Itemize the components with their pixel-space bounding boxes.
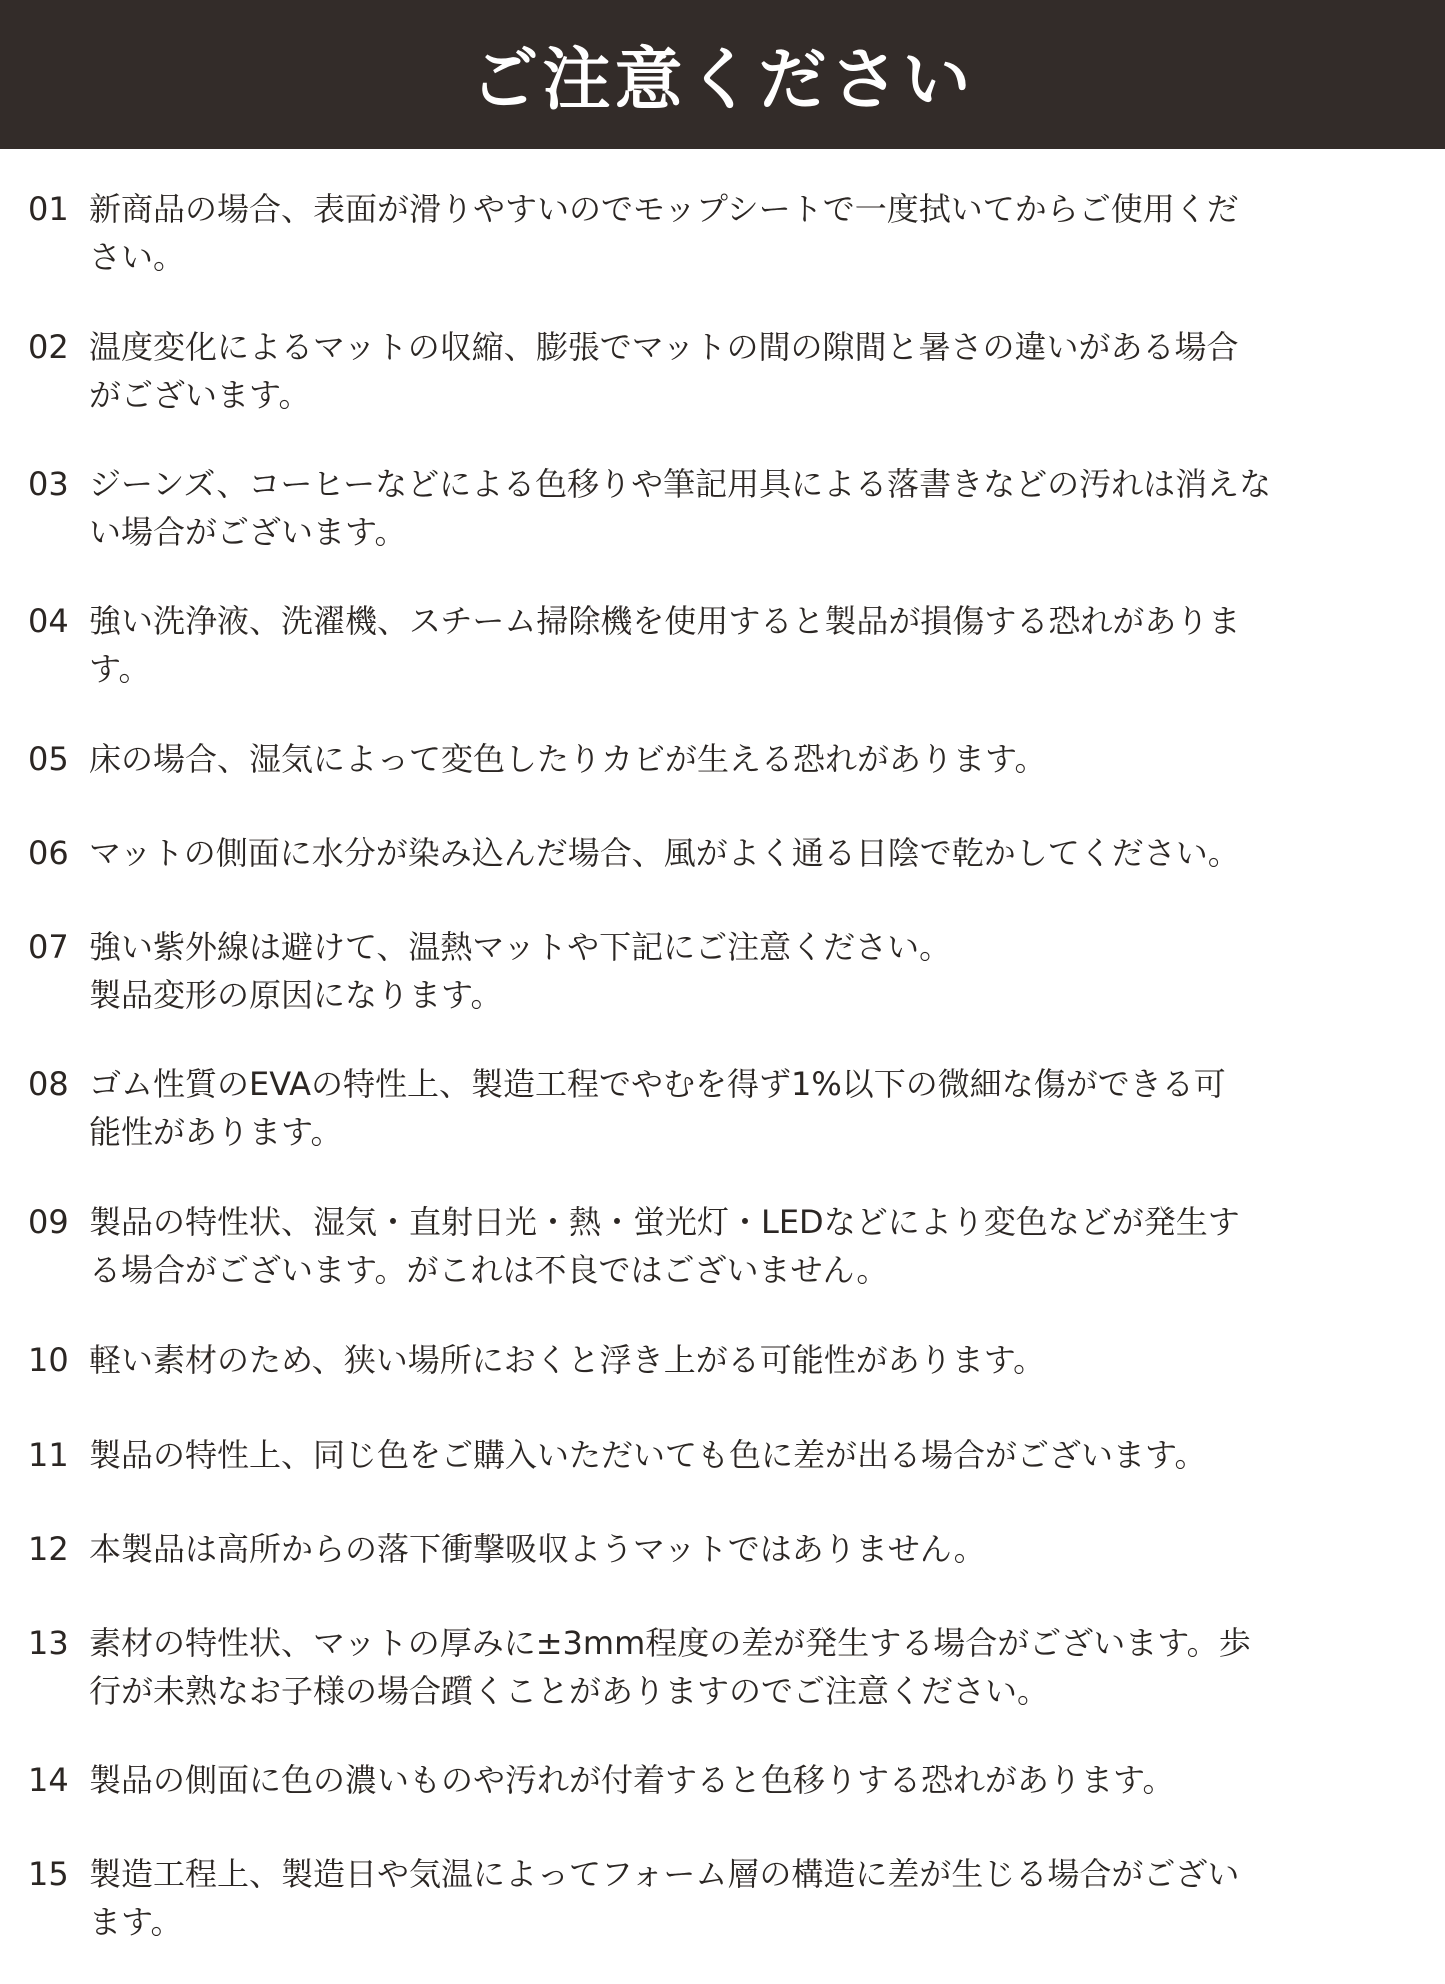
item-text: 製品の特性状、湿気・直射日光・熱・蛍光灯・LEDなどにより変色などが発生す る場合がございます。がこれは不良ではございません。 xyxy=(89,1203,1240,1289)
list-item xyxy=(28,1060,1423,1156)
item-text: 新商品の場合、表面が滑りやすいのでモップシートで一度拭いてからご使用くだ さい。 xyxy=(89,190,1239,276)
list-item xyxy=(28,1336,1423,1384)
item-number: 05 xyxy=(28,740,69,778)
page-title: ご注意ください xyxy=(470,41,975,120)
item-number: 03 xyxy=(28,465,69,503)
item-text: ゴム性質のEVAの特性上、製造工程でやむを得ず1%以下の微細な傷ができる可 能性があります。 xyxy=(89,1065,1226,1151)
item-text: 強い洗浄液、洗濯機、スチーム掃除機を使用すると製品が損傷する恐れがありま す。 xyxy=(89,602,1241,688)
list-item xyxy=(28,185,1423,281)
item-text: 製造工程上、製造日や気温によってフォーム層の構造に差が生じる場合がござい ます。 xyxy=(89,1855,1240,1941)
item-number: 02 xyxy=(28,328,69,366)
list-item xyxy=(28,1198,1423,1294)
item-number: 13 xyxy=(28,1624,69,1662)
list-item xyxy=(28,829,1423,877)
notice-header xyxy=(0,0,1445,149)
item-number: 14 xyxy=(28,1761,69,1799)
list-item xyxy=(28,735,1423,783)
list-item xyxy=(28,1525,1423,1573)
item-number: 09 xyxy=(28,1203,69,1241)
item-text: ジーンズ、コーヒーなどによる色移りや筆記用具による落書きなどの汚れは消えな い場合がございます。 xyxy=(89,465,1272,551)
item-number: 10 xyxy=(28,1341,69,1379)
item-text: 軽い素材のため、狭い場所におくと浮き上がる可能性があります。 xyxy=(89,1341,1046,1379)
list-item xyxy=(28,923,1423,1019)
item-number: 01 xyxy=(28,190,69,228)
list-item xyxy=(28,323,1423,419)
item-number: 06 xyxy=(28,834,69,872)
item-text: 強い紫外線は避けて、温熱マットや下記にご注意ください。 製品変形の原因になります。 xyxy=(89,928,952,1014)
item-number: 15 xyxy=(28,1855,69,1893)
list-item xyxy=(28,460,1423,556)
item-text: 素材の特性状、マットの厚みに±3mm程度の差が発生する場合がございます。歩 行が未熟なお子様の場合躓くことがありますのでご注意ください。 xyxy=(89,1624,1251,1710)
item-text: マットの側面に水分が染み込んだ場合、風がよく通る日陰で乾かしてください。 xyxy=(89,834,1240,872)
item-text: 製品の側面に色の濃いものや汚れが付着すると色移りする恐れがあります。 xyxy=(89,1761,1175,1799)
item-number: 12 xyxy=(28,1530,69,1568)
item-text: 床の場合、湿気によって変色したりカビが生える恐れがあります。 xyxy=(89,740,1047,778)
item-number: 11 xyxy=(28,1436,69,1474)
list-item xyxy=(28,1756,1423,1804)
item-number: 08 xyxy=(28,1065,69,1103)
list-item xyxy=(28,597,1423,693)
list-item xyxy=(28,1619,1423,1715)
list-item xyxy=(28,1850,1423,1946)
item-number: 04 xyxy=(28,602,69,640)
list-item xyxy=(28,1431,1423,1479)
item-text: 製品の特性上、同じ色をご購入いただいても色に差が出る場合がございます。 xyxy=(89,1436,1207,1474)
item-text: 温度変化によるマットの収縮、膨張でマットの間の隙間と暑さの違いがある場合 がございます。 xyxy=(89,328,1239,414)
item-number: 07 xyxy=(28,928,69,966)
item-text: 本製品は高所からの落下衝撃吸収ようマットではありません。 xyxy=(89,1530,986,1568)
